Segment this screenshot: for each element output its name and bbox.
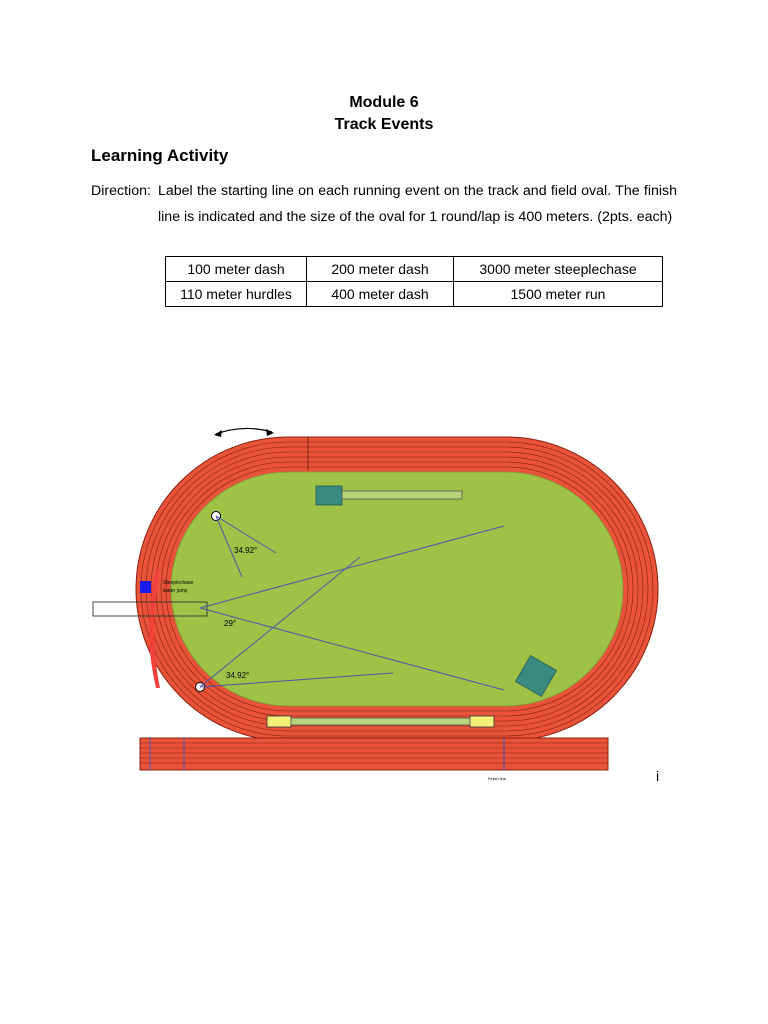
- module-title: Module 6: [349, 94, 419, 111]
- water-jump-marker-icon: [140, 581, 151, 593]
- pit-box: [267, 716, 291, 727]
- table-cell: 1500 meter run: [454, 282, 663, 307]
- runway: [342, 491, 462, 499]
- pit-box: [470, 716, 494, 727]
- section-heading: Learning Activity: [91, 146, 229, 165]
- angle-label: 34.92°: [234, 546, 258, 555]
- angle-label: 34.92°: [226, 671, 250, 680]
- page-marker: i: [656, 768, 660, 784]
- table-cell: 200 meter dash: [307, 257, 454, 282]
- module-subtitle: Track Events: [334, 116, 434, 133]
- angle-label: 29°: [224, 619, 237, 628]
- water-jump-label: water jump: [163, 588, 188, 594]
- arrow-head-icon: [266, 429, 274, 436]
- direction-paragraph: [91, 178, 677, 230]
- direction-text: Label the starting line on each running event on the track and field oval. The finish line is indicated and the size of the oval for 1 round/lap is 400 meters. (2pts. each): [158, 183, 677, 225]
- table-cell: 3000 meter steeplechase: [454, 257, 663, 282]
- table-row: [166, 257, 663, 282]
- table-row: [166, 282, 663, 307]
- table-cell: 400 meter dash: [307, 282, 454, 307]
- arrow-icon: [216, 428, 272, 434]
- direction-label: Direction:: [91, 183, 151, 199]
- track-oval-diagram: [88, 420, 668, 790]
- table-cell: 100 meter dash: [166, 257, 307, 282]
- events-table: [165, 256, 663, 307]
- finish-label: Finish line: [488, 776, 507, 781]
- steeplechase-label: Steeplechase: [163, 580, 194, 586]
- arrow-head-icon: [214, 430, 222, 437]
- runway: [291, 718, 470, 725]
- table-cell: 110 meter hurdles: [166, 282, 307, 307]
- jump-pit: [316, 486, 342, 505]
